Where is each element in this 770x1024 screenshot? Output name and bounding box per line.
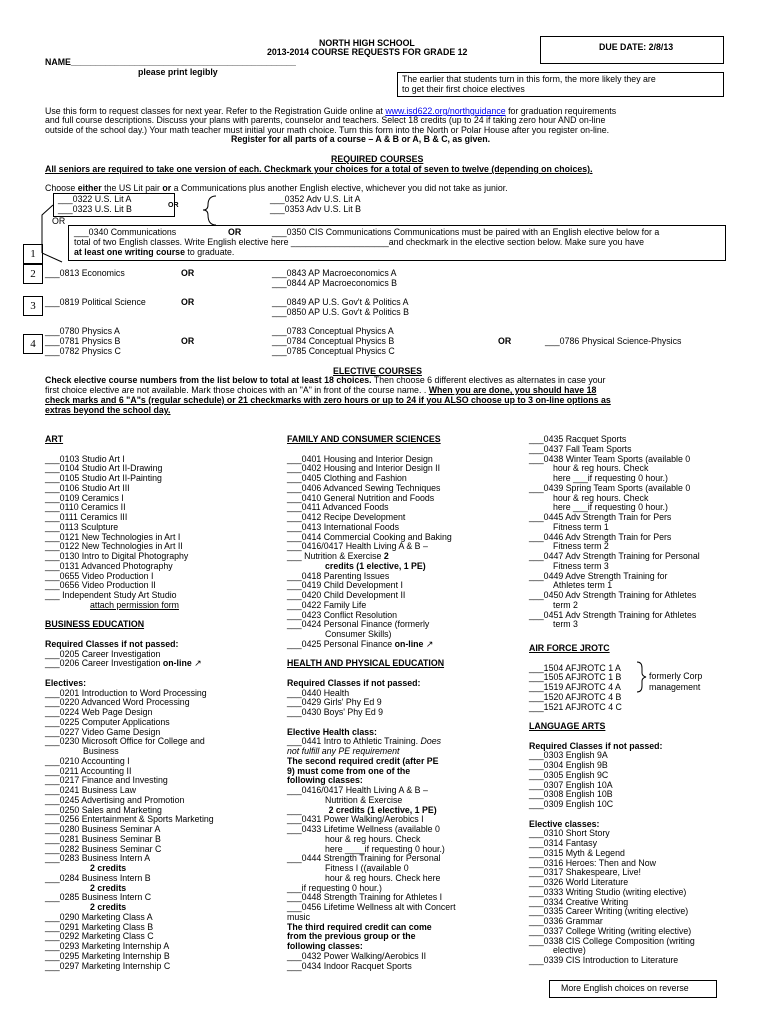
elective-line-4: extras beyond the school day. <box>45 405 171 415</box>
notice-line-1: The earlier that students turn in this form, the more likely they are <box>402 74 656 84</box>
sports-cont: hour & reg hours. Check <box>553 492 649 503</box>
course-0434[interactable]: ___0434 Indoor Racquet Sports <box>287 960 412 971</box>
guidance-link[interactable]: www.isd622.org/northguidance <box>385 106 506 116</box>
course-0285[interactable]: ___0285 Business Intern C <box>45 892 152 903</box>
course-0352[interactable]: ___0352 Adv U.S. Lit A <box>270 194 361 204</box>
la-elective[interactable]: ___0317 Shakespeare, Live! <box>529 867 642 878</box>
intro-line-2: and full course descriptions. Discuss your plans with parents, counselor and teachers. Select 18 credits (up to 24 if taking zero hour AND on-line <box>45 115 606 125</box>
la-course[interactable]: ___0307 English 10A <box>529 779 613 790</box>
course-0456-cont: music <box>287 911 310 922</box>
nutrition-exercise-2: Nutrition & Exercise <box>325 794 403 805</box>
course-0441[interactable]: ___0441 Intro to Athletic Training. Does <box>287 736 442 747</box>
la-elective[interactable]: ___0338 CIS College Composition (writing <box>529 935 695 946</box>
two-credits-note: 2 credits <box>90 882 127 893</box>
fcs-course[interactable]: ___0419 Child Development I <box>287 580 403 591</box>
business-course[interactable]: ___0280 Business Seminar A <box>45 824 161 834</box>
school-name: NORTH HIGH SCHOOL <box>319 38 415 48</box>
course-0205[interactable]: ___0205 Career Investigation <box>45 648 161 659</box>
la-elective[interactable]: ___0333 Writing Studio (writing elective) <box>529 886 687 897</box>
course-cont: term 2 <box>553 599 578 610</box>
column-1 <box>45 435 275 971</box>
business-course[interactable]: ___0256 Entertainment & Sports Marketing <box>45 814 214 825</box>
business-required-heading: Required Classes if not passed: <box>45 638 179 649</box>
group-number-4: 4 <box>23 334 43 354</box>
business-course[interactable]: ___0283 Business Intern A <box>45 853 151 864</box>
course-0445[interactable]: ___0445 Adv Strength Train for Pers <box>529 512 672 522</box>
course-0780[interactable]: ___0780 Physics A <box>45 326 120 336</box>
art-course[interactable]: ___0104 Studio Art II-Drawing <box>45 463 163 474</box>
fcs-course[interactable]: ___0411 Advanced Foods <box>287 502 389 513</box>
course-0444-cont: Fitness I ((available 0 <box>325 863 409 873</box>
language-arts-heading: LANGUAGE ARTS <box>529 721 606 731</box>
art-course[interactable]: ___0105 Studio Art II-Painting <box>45 473 162 483</box>
consumer-skills-note: Consumer Skills) <box>325 629 392 639</box>
or-label-lit: OR <box>168 202 179 209</box>
art-course[interactable]: ___0111 Ceramics III <box>45 512 128 522</box>
business-course[interactable]: ___0245 Advertising and Promotion <box>45 794 185 805</box>
choose-instruction: Choose either the US Lit pair or a Communications plus another English elective, whichever you did not take as junior. <box>45 183 508 193</box>
elective-line-3: check marks and 6 "A"s (regular schedule) or 21 checkmarks with zero hours or up to 24 if you ALSO choose up to 3 on-line options as <box>45 395 611 405</box>
business-course[interactable]: ___0217 Finance and Investing <box>45 775 168 786</box>
art-course[interactable]: ___0109 Ceramics I <box>45 492 124 503</box>
business-course[interactable]: ___0281 Business Seminar B <box>45 833 161 844</box>
nutrition-exercise[interactable]: ___ Nutrition & Exercise 2 <box>287 551 389 561</box>
la-course[interactable]: ___0305 English 9C <box>529 769 609 780</box>
course-0448[interactable]: ___0448 Strength Training for Athletes I <box>287 892 443 903</box>
business-electives-heading: Electives: <box>45 677 87 688</box>
business-course[interactable]: ___0227 Video Game Design <box>45 726 161 737</box>
name-field[interactable]: NAME______________________________________________ <box>45 57 296 67</box>
la-course[interactable]: ___0304 English 9B <box>529 760 608 770</box>
third-credit-note-2: from the previous group or the <box>287 931 416 942</box>
la-elective[interactable]: ___0334 Creative Writing <box>529 896 629 907</box>
la-elective[interactable]: ___0310 Short Story <box>529 828 610 839</box>
art-course[interactable]: ___0121 New Technologies in Art I <box>45 531 181 542</box>
formerly-note-2: management <box>649 682 701 692</box>
fcs-course[interactable]: ___0420 Child Development II <box>287 590 406 600</box>
course-0431[interactable]: ___0431 Power Walking/Aerobics I <box>287 814 424 825</box>
course-0449[interactable]: ___0449 Adve Strength Training for <box>529 570 668 581</box>
art-course[interactable]: ___0110 Ceramics II <box>45 502 126 513</box>
third-credit-note-3: following classes: <box>287 941 363 951</box>
or-label-comm: OR <box>228 227 242 237</box>
marketing-course[interactable]: ___0297 Marketing Internship C <box>45 960 171 971</box>
course-0451[interactable]: ___0451 Adv Strength Training for Athletes <box>529 609 697 620</box>
art-course[interactable]: ___0122 New Technologies in Art II <box>45 541 183 552</box>
hpe-heading: HEALTH AND PHYSICAL EDUCATION <box>287 658 445 669</box>
course-cont: Fitness term 1 <box>553 521 609 532</box>
fcs-course[interactable]: ___0414 Commercial Cooking and Baking <box>287 531 452 542</box>
course-0444-checkbox[interactable]: ___if requesting 0 hour.) <box>287 882 382 893</box>
la-elective[interactable]: ___0314 Fantasy <box>529 838 597 848</box>
sports-cont: hour & reg hours. Check <box>553 463 649 474</box>
course-cont: term 3 <box>553 619 578 630</box>
attach-permission-note: attach permission form <box>90 599 179 610</box>
course-0450[interactable]: ___0450 Adv Strength Training for Athletes <box>529 590 697 600</box>
course-0323[interactable]: ___0323 U.S. Lit B <box>58 204 132 214</box>
notice-line-2: to get their first choice electives <box>402 84 525 94</box>
fcs-course[interactable]: ___0401 Housing and Interior Design <box>287 453 433 464</box>
hpe-course[interactable]: ___0440 Health <box>287 687 350 698</box>
course-0339[interactable]: ___0339 CIS Introduction to Literature <box>529 955 679 965</box>
course-0784[interactable]: ___0784 Conceptual Physics B <box>272 336 395 346</box>
course-0781[interactable]: ___0781 Physics B <box>45 336 121 346</box>
la-course[interactable]: ___0309 English 10C <box>529 799 614 809</box>
business-course[interactable]: ___0211 Accounting II <box>45 765 132 776</box>
mouse-cursor-icon: ↗ <box>425 638 434 649</box>
art-course[interactable]: ___0113 Sculpture <box>45 521 119 532</box>
intro-line-3: outside of the school day.) Your math teacher must initial your math choice. Turn this form into the North or Polar House after you register on-line. <box>45 124 610 135</box>
hpe-course[interactable]: ___0430 Boys' Phy Ed 9 <box>287 707 384 717</box>
second-credit-note-3: following classes: <box>287 775 363 786</box>
or-label-econ: OR <box>181 268 195 278</box>
course-0447[interactable]: ___0447 Adv Strength Training for Personal <box>529 551 700 561</box>
due-date: DUE DATE: 2/8/13 <box>599 42 674 52</box>
communications-note-2: at least one writing course to graduate. <box>74 247 235 257</box>
course-0456[interactable]: ___0456 Lifetime Wellness alt with Concert <box>287 902 456 912</box>
course-0350[interactable]: ___0350 CIS Communications Communications must be paired with an English elective below for a <box>272 227 660 237</box>
business-heading: BUSINESS EDUCATION <box>45 619 145 630</box>
communications-note-1: total of two English classes. Write English elective here ____________________and checkmark in the elective section below. Make sure you have <box>74 237 645 247</box>
la-elective[interactable]: ___0316 Heroes: Then and Now <box>529 857 656 868</box>
business-course[interactable]: ___0250 Sales and Marketing <box>45 804 162 815</box>
independent-study-art[interactable]: ___ Independent Study Art Studio <box>45 590 177 600</box>
fcs-course[interactable]: ___0416/0417 Health Living A & B – <box>287 541 428 552</box>
marketing-course[interactable]: ___0295 Marketing Internship B <box>45 950 170 961</box>
course-0433-checkbox[interactable]: here ____if requesting 0 hour.) <box>325 843 445 854</box>
form-subtitle: 2013-2014 COURSE REQUESTS FOR GRADE 12 <box>267 47 468 57</box>
la-elective[interactable]: ___0315 Myth & Legend <box>529 847 625 858</box>
afjrotc-course[interactable]: ___1521 AFJROTC 4 C <box>529 701 622 712</box>
sports-course[interactable]: ___0437 Fall Team Sports <box>529 443 632 454</box>
hpe-course[interactable]: ___0429 Girls' Phy Ed 9 <box>287 697 382 708</box>
business-continuation: Business <box>83 746 119 756</box>
course-0433[interactable]: ___0433 Lifetime Wellness (available 0 <box>287 824 440 834</box>
or-label-physics-2: OR <box>498 336 512 346</box>
mouse-cursor-icon: ↗ <box>194 658 202 669</box>
two-credits-note: 2 credits <box>90 902 127 912</box>
course-0813[interactable]: ___0813 Economics <box>45 268 125 278</box>
elective-health-heading: Elective Health class: <box>287 726 377 737</box>
course-0446[interactable]: ___0446 Adv Strength Train for Pers <box>529 531 672 542</box>
fcs-course[interactable]: ___0412 Recipe Development <box>287 512 406 522</box>
course-cont: Fitness term 3 <box>553 560 609 571</box>
required-subtitle: All seniors are required to take one version of each. Checkmark your choices for a total of seven to twelve (depending on choices). <box>45 164 593 174</box>
art-course[interactable]: ___0655 Video Production I <box>45 570 154 581</box>
art-course[interactable]: ___0130 Intro to Digital Photography <box>45 551 189 561</box>
la-elective-heading: Elective classes: <box>529 818 600 829</box>
afjrotc-course[interactable]: ___1505 AFJROTC 1 B <box>529 672 622 683</box>
sports-checkbox[interactable]: here ___if requesting 0 hour.) <box>553 473 668 483</box>
intro-line-1: Use this form to request classes for next year. Refer to the Registration Guide online at www.isd622.org/northguidance for graduation requirements <box>45 106 617 116</box>
sports-course[interactable]: ___0438 Winter Team Sports (available 0 <box>529 453 691 464</box>
la-elective[interactable]: ___0335 Career Writing (writing elective) <box>529 906 689 917</box>
athletic-training-note: not fulfill any PE requirement <box>287 746 400 756</box>
afjrotc-course[interactable]: ___1519 AFJROTC 4 A <box>529 682 621 692</box>
la-elective-cont: elective) <box>553 945 586 956</box>
elective-line-2: first choice elective are not available. Mark those choices with an "A" in front of the course name. . When you are done, you should have 18 <box>45 385 597 395</box>
business-course[interactable]: ___0201 Introduction to Word Processing <box>45 687 207 698</box>
required-title: REQUIRED COURSES <box>331 154 424 164</box>
art-course[interactable]: ___0106 Studio Art III <box>45 482 130 493</box>
course-0284[interactable]: ___0284 Business Intern B <box>45 872 151 883</box>
art-heading: ART <box>45 434 64 444</box>
course-0849[interactable]: ___0849 AP U.S. Gov't & Politics A <box>272 297 409 307</box>
course-cont: Athletes term 1 <box>553 580 613 591</box>
fcs-course[interactable]: ___0422 Family Life <box>287 599 367 610</box>
course-0783[interactable]: ___0783 Conceptual Physics A <box>272 326 394 336</box>
fcs-course[interactable]: ___0418 Parenting Issues <box>287 570 390 581</box>
course-0439[interactable]: ___0439 Spring Team Sports (available 0 <box>529 482 691 493</box>
or-label-physics: OR <box>181 336 195 346</box>
third-credit-note-1: The third required credit can come <box>287 921 432 932</box>
course-0322[interactable]: ___0322 U.S. Lit A <box>58 194 132 204</box>
column-2 <box>287 435 527 971</box>
elective-title: ELECTIVE COURSES <box>333 366 422 376</box>
art-course[interactable]: ___0131 Advanced Photography <box>45 560 173 571</box>
fcs-course[interactable]: ___0402 Housing and Interior Design II <box>287 463 441 474</box>
afjrotc-bracket <box>636 660 650 694</box>
course-0425[interactable]: ___0425 Personal Finance on-line ↗ <box>287 638 434 649</box>
credits-line[interactable]: ___ 2 credits (1 elective, 1 PE) <box>287 804 437 815</box>
business-course[interactable]: ___0224 Web Page Design <box>45 707 153 717</box>
course-0433-cont: hour & reg hours. Check <box>325 833 421 844</box>
marketing-course[interactable]: ___0290 Marketing Class A <box>45 911 153 922</box>
hpe-required-heading: Required Classes if not passed: <box>287 677 421 688</box>
afjrotc-course[interactable]: ___1520 AFJROTC 4 B <box>529 691 622 702</box>
more-choices-note: More English choices on reverse <box>561 983 689 993</box>
marketing-course[interactable]: ___0293 Marketing Internship A <box>45 941 170 951</box>
group-number-2: 2 <box>23 264 43 284</box>
fcs-course[interactable]: ___0413 International Foods <box>287 521 400 532</box>
business-course[interactable]: ___0220 Advanced Word Processing <box>45 697 190 708</box>
business-course[interactable]: ___0210 Accounting I <box>45 755 130 766</box>
second-credit-note-2: 9) must come from one of the <box>287 765 411 776</box>
or-label-polisci: OR <box>181 297 195 307</box>
course-0850[interactable]: ___0850 AP U.S. Gov't & Politics B <box>272 307 409 317</box>
fcs-course[interactable]: ___0406 Advanced Sewing Techniques <box>287 482 441 493</box>
course-0819[interactable]: ___0819 Political Science <box>45 297 146 307</box>
print-note: please print legibly <box>138 67 218 77</box>
business-course[interactable]: ___0230 Microsoft Office for College and <box>45 736 205 747</box>
group-number-3: 3 <box>23 296 43 316</box>
two-credits-note: 2 credits <box>90 863 127 873</box>
course-0844[interactable]: ___0844 AP Macroeconomics B <box>272 278 398 288</box>
course-0353[interactable]: ___0353 Adv U.S. Lit B <box>270 204 361 214</box>
fcs-course[interactable]: ___0423 Conflict Resolution <box>287 609 398 620</box>
course-0785[interactable]: ___0785 Conceptual Physics C <box>272 346 395 356</box>
course-0444-cont: hour & reg hours. Check here <box>325 872 441 883</box>
fcs-course[interactable]: ___0410 General Nutrition and Foods <box>287 492 435 503</box>
fcs-course[interactable]: ___0405 Clothing and Fashion <box>287 473 407 483</box>
second-credit-note-1: The second required credit (after PE <box>287 755 439 766</box>
art-course[interactable]: ___0103 Studio Art I <box>45 453 125 464</box>
art-course[interactable]: ___0656 Video Production II <box>45 580 156 591</box>
intro-line-4: Register for all parts of a course – A & B or A, B & C, as given. <box>231 134 491 144</box>
afjrotc-course[interactable]: ___1504 AFJROTC 1 A <box>529 662 621 673</box>
course-0416[interactable]: ___0416/0417 Health Living A & B – <box>287 785 428 795</box>
la-required-heading: Required Classes if not passed: <box>529 740 663 751</box>
course-0206[interactable]: ___0206 Career Investigation on-line ↗ <box>45 658 202 669</box>
sports-course[interactable]: ___0435 Racquet Sports <box>529 434 627 444</box>
course-cont: Fitness term 2 <box>553 541 609 552</box>
course-0340[interactable]: ___0340 Communications <box>74 227 177 237</box>
sports-checkbox[interactable]: here ___if requesting 0 hour.) <box>553 502 668 513</box>
elective-line-1: Check elective course numbers from the list below to total at least 18 choices. Then choose 6 different electives as alternates in case your <box>45 375 606 385</box>
or-label-left: OR <box>52 216 66 226</box>
course-0432[interactable]: ___0432 Power Walking/Aerobics II <box>287 950 427 961</box>
marketing-course[interactable]: ___0292 Marketing Class C <box>45 931 154 942</box>
la-course[interactable]: ___0303 English 9A <box>529 750 608 761</box>
la-elective[interactable]: ___0336 Grammar <box>529 916 603 926</box>
la-course[interactable]: ___0308 English 10B <box>529 789 613 800</box>
fcs-heading: FAMILY AND CONSUMER SCIENCES <box>287 434 441 444</box>
group-number-1: 1 <box>23 244 43 264</box>
course-0843[interactable]: ___0843 AP Macroeconomics A <box>272 268 397 278</box>
credits-pe-note: credits (1 elective, 1 PE) <box>325 560 426 571</box>
course-0444[interactable]: ___0444 Strength Training for Personal <box>287 853 441 864</box>
marketing-course[interactable]: ___0291 Marketing Class B <box>45 921 154 932</box>
course-0782[interactable]: ___0782 Physics C <box>45 346 121 356</box>
la-elective[interactable]: ___0326 World Literature <box>529 877 629 887</box>
course-0786[interactable]: ___0786 Physical Science-Physics <box>545 336 682 346</box>
business-course[interactable]: ___0241 Business Law <box>45 785 136 795</box>
formerly-note-1: formerly Corp <box>649 671 703 681</box>
fcs-course[interactable]: ___0424 Personal Finance (formerly <box>287 619 430 630</box>
afjrotc-heading: AIR FORCE JROTC <box>529 643 610 653</box>
la-elective[interactable]: ___0337 College Writing (writing elective) <box>529 925 692 936</box>
business-course[interactable]: ___0225 Computer Applications <box>45 716 170 727</box>
column-3 <box>529 435 729 966</box>
business-course[interactable]: ___0282 Business Seminar C <box>45 843 162 854</box>
